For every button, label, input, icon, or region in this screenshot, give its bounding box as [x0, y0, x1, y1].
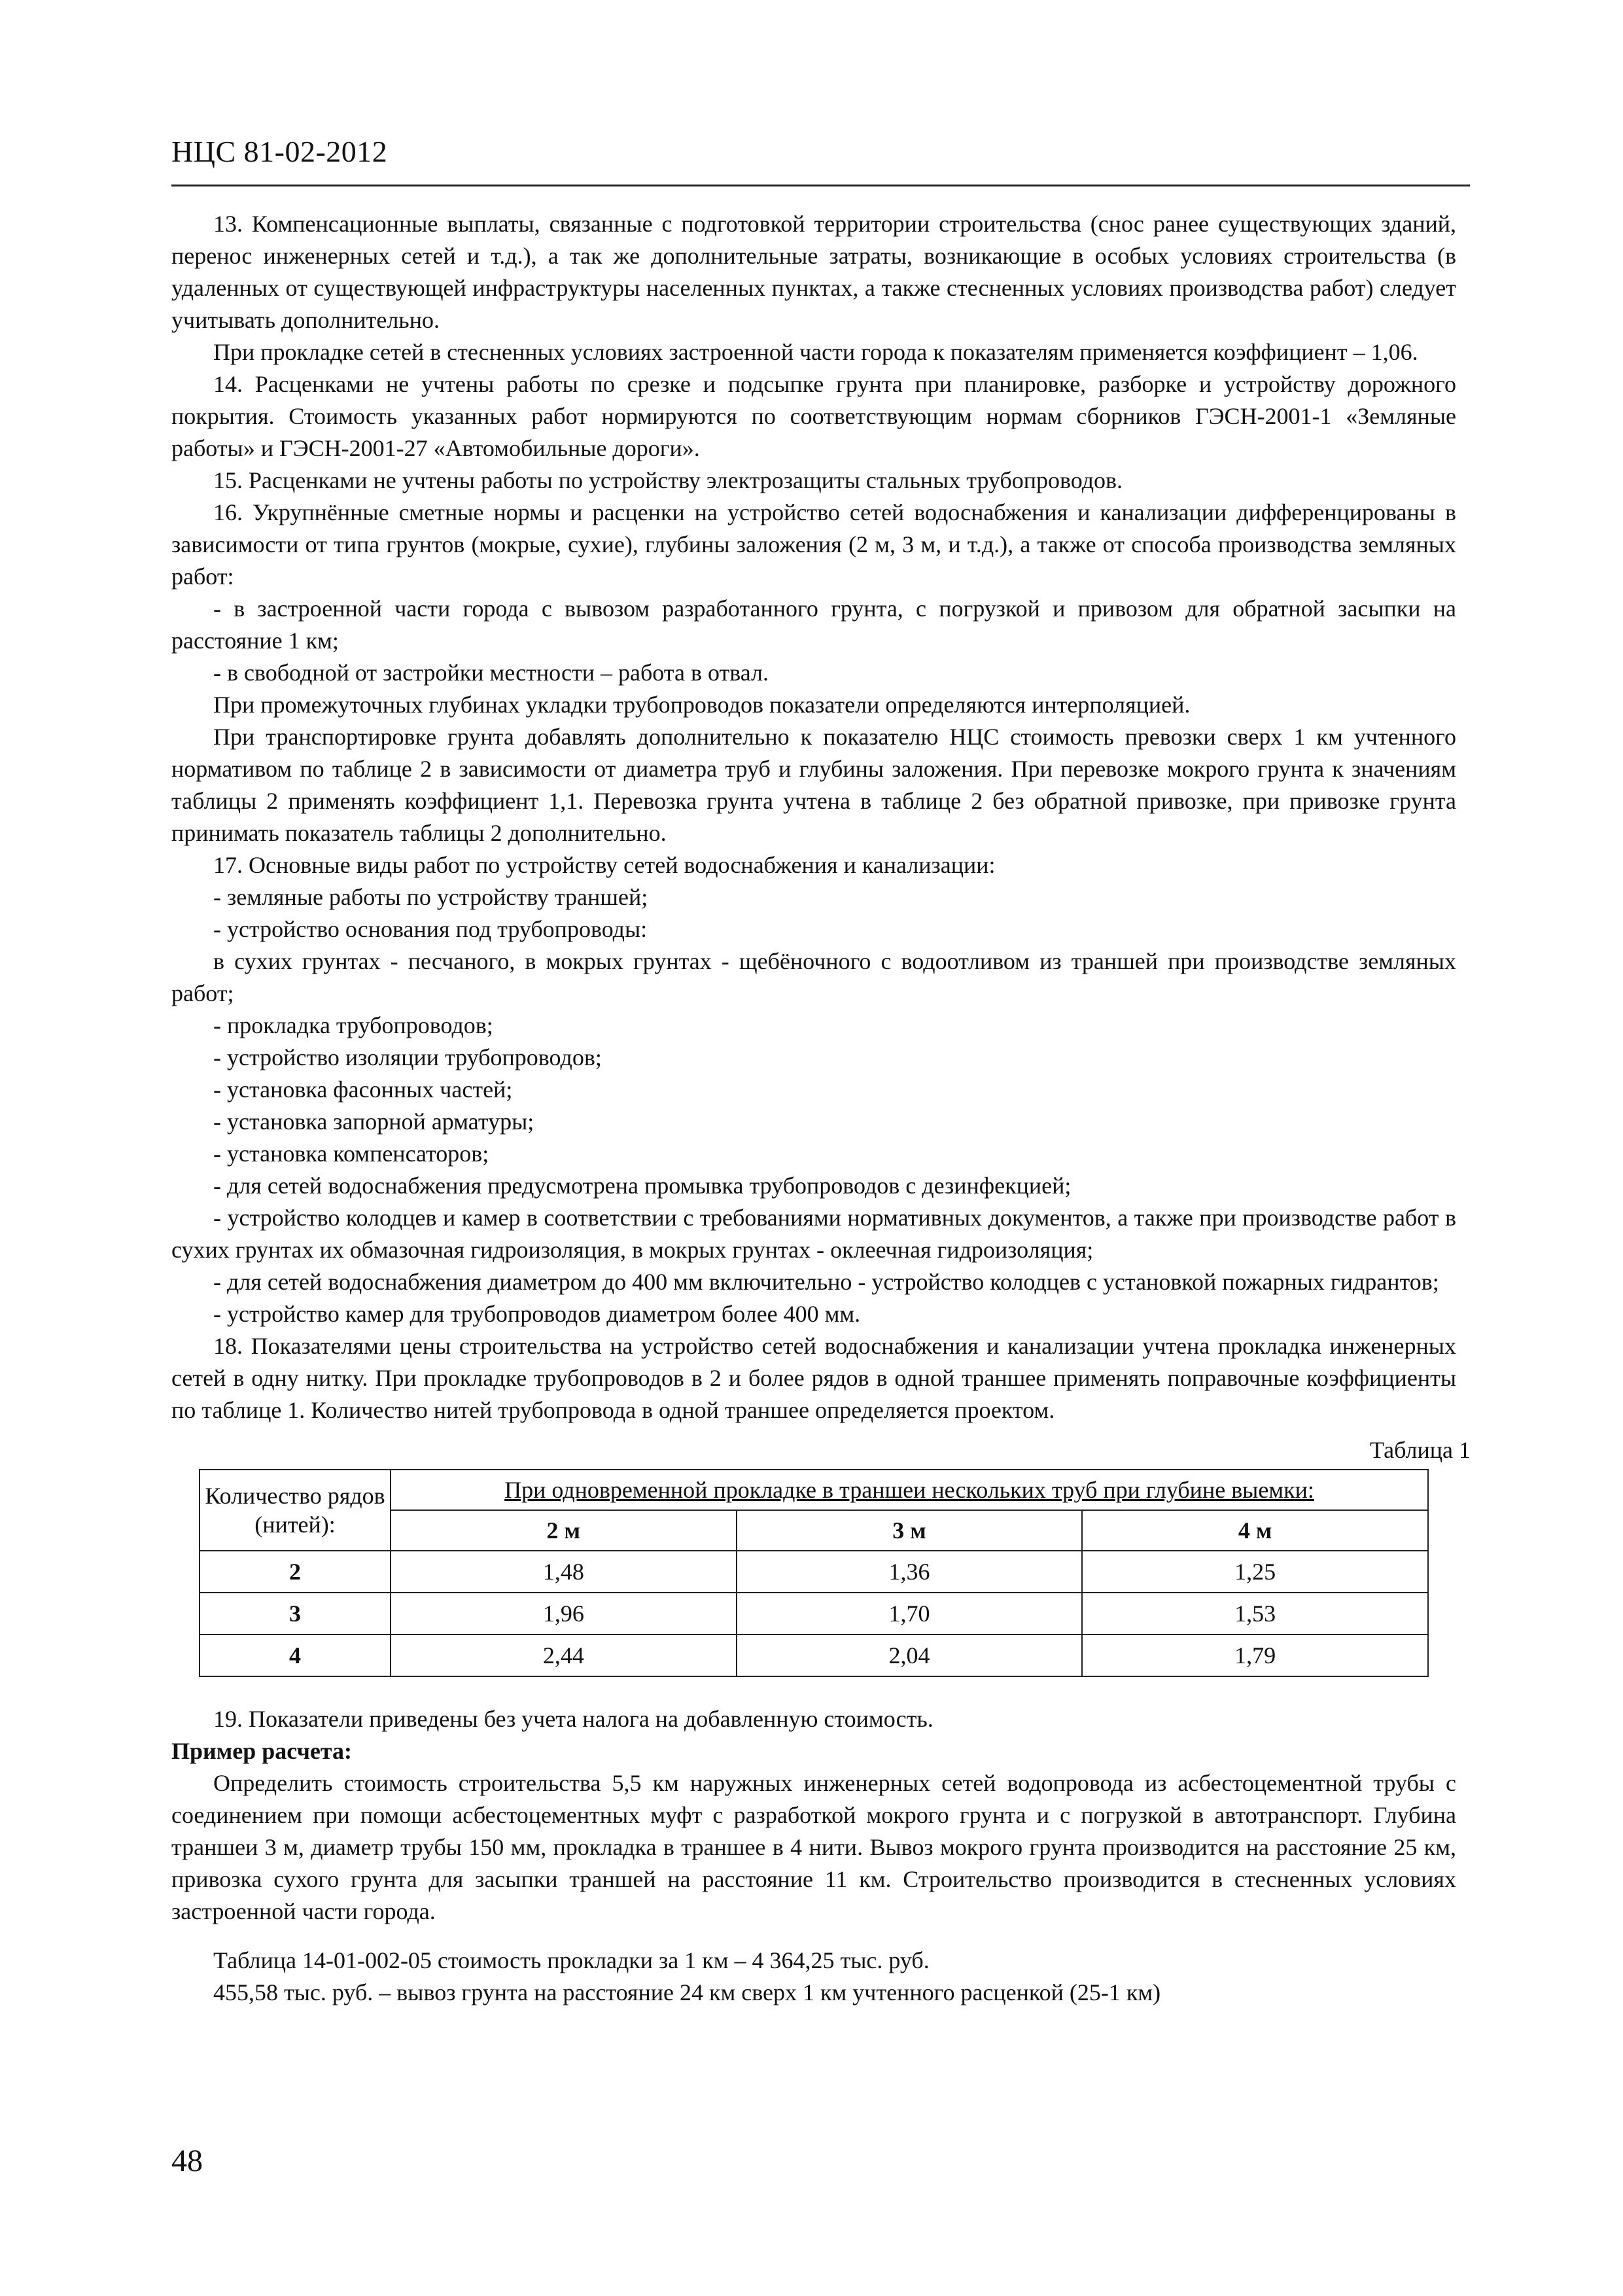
spacer: [171, 1928, 1456, 1945]
paragraph-16-interpolation: При промежуточных глубинах укладки трубопроводов показатели определяются интерполяцией.: [213, 692, 1191, 718]
table-header-row: [200, 1470, 1428, 1510]
paragraph-17-item: - установка фасонных частей;: [213, 1076, 513, 1103]
example-text: Определить стоимость строительства 5,5 км наружных инженерных сетей водопровода из асбестоцементной трубы с соединением при помощи асбестоцементных муфт с разработкой мокрого грунта и с погрузкой в автотранспорт. Глубина траншеи 3 м, диаметр трубы 150 мм, прокладка в траншее в 4 нити. Вывоз мокрого грунта производится на расстояние 25 км, привозка сухого грунта для засыпки траншей на расстояние 11 км. Строительство производится в стесненных условиях застроенной части города.: [171, 1770, 1456, 1924]
coefficient-cell: 1,53: [1082, 1593, 1428, 1634]
depth-2m-header: 2 м: [391, 1510, 737, 1551]
paragraph-17: 17. Основные виды работ по устройству сетей водоснабжения и канализации:: [213, 852, 996, 878]
header-divider: [171, 185, 1470, 186]
paragraph-17-item: - устройство колодцев и камер в соответствии с требованиями нормативных документов, а также при производстве работ в сухих грунтах их обмазочная гидроизоляция, в мокрых грунтах - оклеечная гидроизоляция;: [171, 1205, 1456, 1263]
depth-group-header: [391, 1470, 1428, 1510]
example-heading: Пример расчета:: [171, 1738, 352, 1764]
paragraph-17-item: - земляные работы по устройству траншей;: [213, 884, 648, 910]
example-line-1: Таблица 14-01-002-05 стоимость прокладки за 1 км – 4 364,25 тыс. руб.: [213, 1947, 930, 1973]
paragraph-14: 14. Расценками не учтены работы по срезке и подсыпке грунта при планировке, разборке и устройству дорожного покрытия. Стоимость указанных работ нормируются по соответствующим нормам сборников ГЭСН-2001-1 «Земляные работы» и ГЭСН-2001-27 «Автомобильные дороги».: [171, 371, 1456, 461]
coefficient-table: [199, 1469, 1429, 1677]
table-row: [200, 1634, 1428, 1676]
paragraph-16-item-1: - в застроенной части города с вывозом разработанного грунта, с погрузкой и привозом для обратной засыпки на расстояние 1 км;: [171, 595, 1456, 654]
coefficient-cell: 2,04: [737, 1634, 1083, 1676]
row-count-header: Количество рядов (нитей):: [200, 1470, 391, 1551]
coefficient-cell: 1,25: [1082, 1551, 1428, 1593]
paragraph-18: 18. Показателями цены строительства на устройство сетей водоснабжения и канализации учтена прокладка инженерных сетей в одну нитку. При прокладке трубопроводов в 2 и более рядов в одной траншее применять поправочные коэффициенты по таблице 1. Количество нитей трубопровода в одной траншее определяется проектом.: [171, 1333, 1456, 1423]
paragraph-17-item: - для сетей водоснабжения предусмотрена промывка трубопроводов с дезинфекцией;: [213, 1173, 1072, 1199]
coefficient-cell: 2,44: [391, 1634, 737, 1676]
paragraph-16-item-2: - в свободной от застройки местности – работа в отвал.: [213, 660, 769, 686]
paragraph-17-item: - прокладка трубопроводов;: [213, 1012, 493, 1038]
paragraph-19: 19. Показатели приведены без учета налога на добавленную стоимость.: [213, 1706, 934, 1732]
page-content: [171, 208, 1471, 2009]
coefficient-cell: 1,96: [391, 1593, 737, 1634]
row-count-cell: 3: [200, 1593, 391, 1634]
paragraph-16-transport: При транспортировке грунта добавлять дополнительно к показателю НЦС стоимость превозки сверх 1 км учтенного нормативом по таблице 2 в зависимости от диаметра труб и глубины заложения. При перевозке мокрого грунта к значениям таблицы 2 применять коэффициент 1,1. Перевозка грунта учтена в таблице 2 без обратной привозке, при привозке грунта принимать показатель таблицы 2 дополнительно.: [171, 724, 1456, 846]
paragraph-16: 16. Укрупнённые сметные нормы и расценки на устройство сетей водоснабжения и канализации дифференцированы в зависимости от типа грунтов (мокрые, сухие), глубины заложения (2 м, 3 м, и т.д.), а также от способа производства земляных работ:: [171, 499, 1456, 590]
page-number: 48: [171, 2144, 203, 2178]
paragraph-17-item: - для сетей водоснабжения диаметром до 400 мм включительно - устройство колодцев с установкой пожарных гидрантов;: [213, 1269, 1439, 1295]
depth-4m-header: 4 м: [1082, 1510, 1428, 1551]
coefficient-cell: 1,70: [737, 1593, 1083, 1634]
coefficient-cell: 1,48: [391, 1551, 737, 1593]
example-line-2: 455,58 тыс. руб. – вывоз грунта на расстояние 24 км сверх 1 км учтенного расценкой (25-1 км): [213, 1979, 1161, 2005]
coefficient-cell: 1,36: [737, 1551, 1083, 1593]
coefficient-cell: 1,79: [1082, 1634, 1428, 1676]
paragraph-17-item: - установка запорной арматуры;: [213, 1108, 534, 1135]
paragraph-15: 15. Расценками не учтены работы по устройству электрозащиты стальных трубопроводов.: [213, 467, 1123, 493]
row-count-cell: 2: [200, 1551, 391, 1593]
row-count-cell: 4: [200, 1634, 391, 1676]
table-row: [200, 1551, 1428, 1593]
spacer: [171, 1677, 1456, 1703]
depth-group-header-text: При одновременной прокладке в траншеи нескольких труб при глубине выемки:: [504, 1477, 1314, 1503]
paragraph-17-item: - установка компенсаторов;: [213, 1140, 489, 1167]
depth-3m-header: 3 м: [737, 1510, 1083, 1551]
table-row: [200, 1593, 1428, 1634]
table-1-caption: Таблица 1: [1370, 1437, 1471, 1463]
paragraph-17-item: - устройство основания под трубопроводы:: [213, 916, 648, 942]
paragraph-17-item: - устройство камер для трубопроводов диаметром более 400 мм.: [213, 1301, 861, 1327]
paragraph-17-item: - устройство изоляции трубопроводов;: [213, 1044, 602, 1070]
paragraph-13: 13. Компенсационные выплаты, связанные с подготовкой территории строительства (снос ранее существующих зданий, перенос инженерных сетей и т.д.), а так же дополнительные затраты, возникающие в особых условиях строительства (в удаленных от существующей инфраструктуры населенных пунктах, а также стесненных условиях производства работ) следует учитывать дополнительно.: [171, 211, 1456, 333]
paragraph-13-coefficient: При прокладке сетей в стесненных условиях застроенной части города к показателям применяется коэффициент – 1,06.: [213, 339, 1418, 365]
page-header-title: НЦС 81-02-2012: [171, 135, 388, 168]
paragraph-17-item: в сухих грунтах - песчаного, в мокрых грунтах - щебёночного с водоотливом из траншей при производстве земляных работ;: [171, 948, 1456, 1006]
